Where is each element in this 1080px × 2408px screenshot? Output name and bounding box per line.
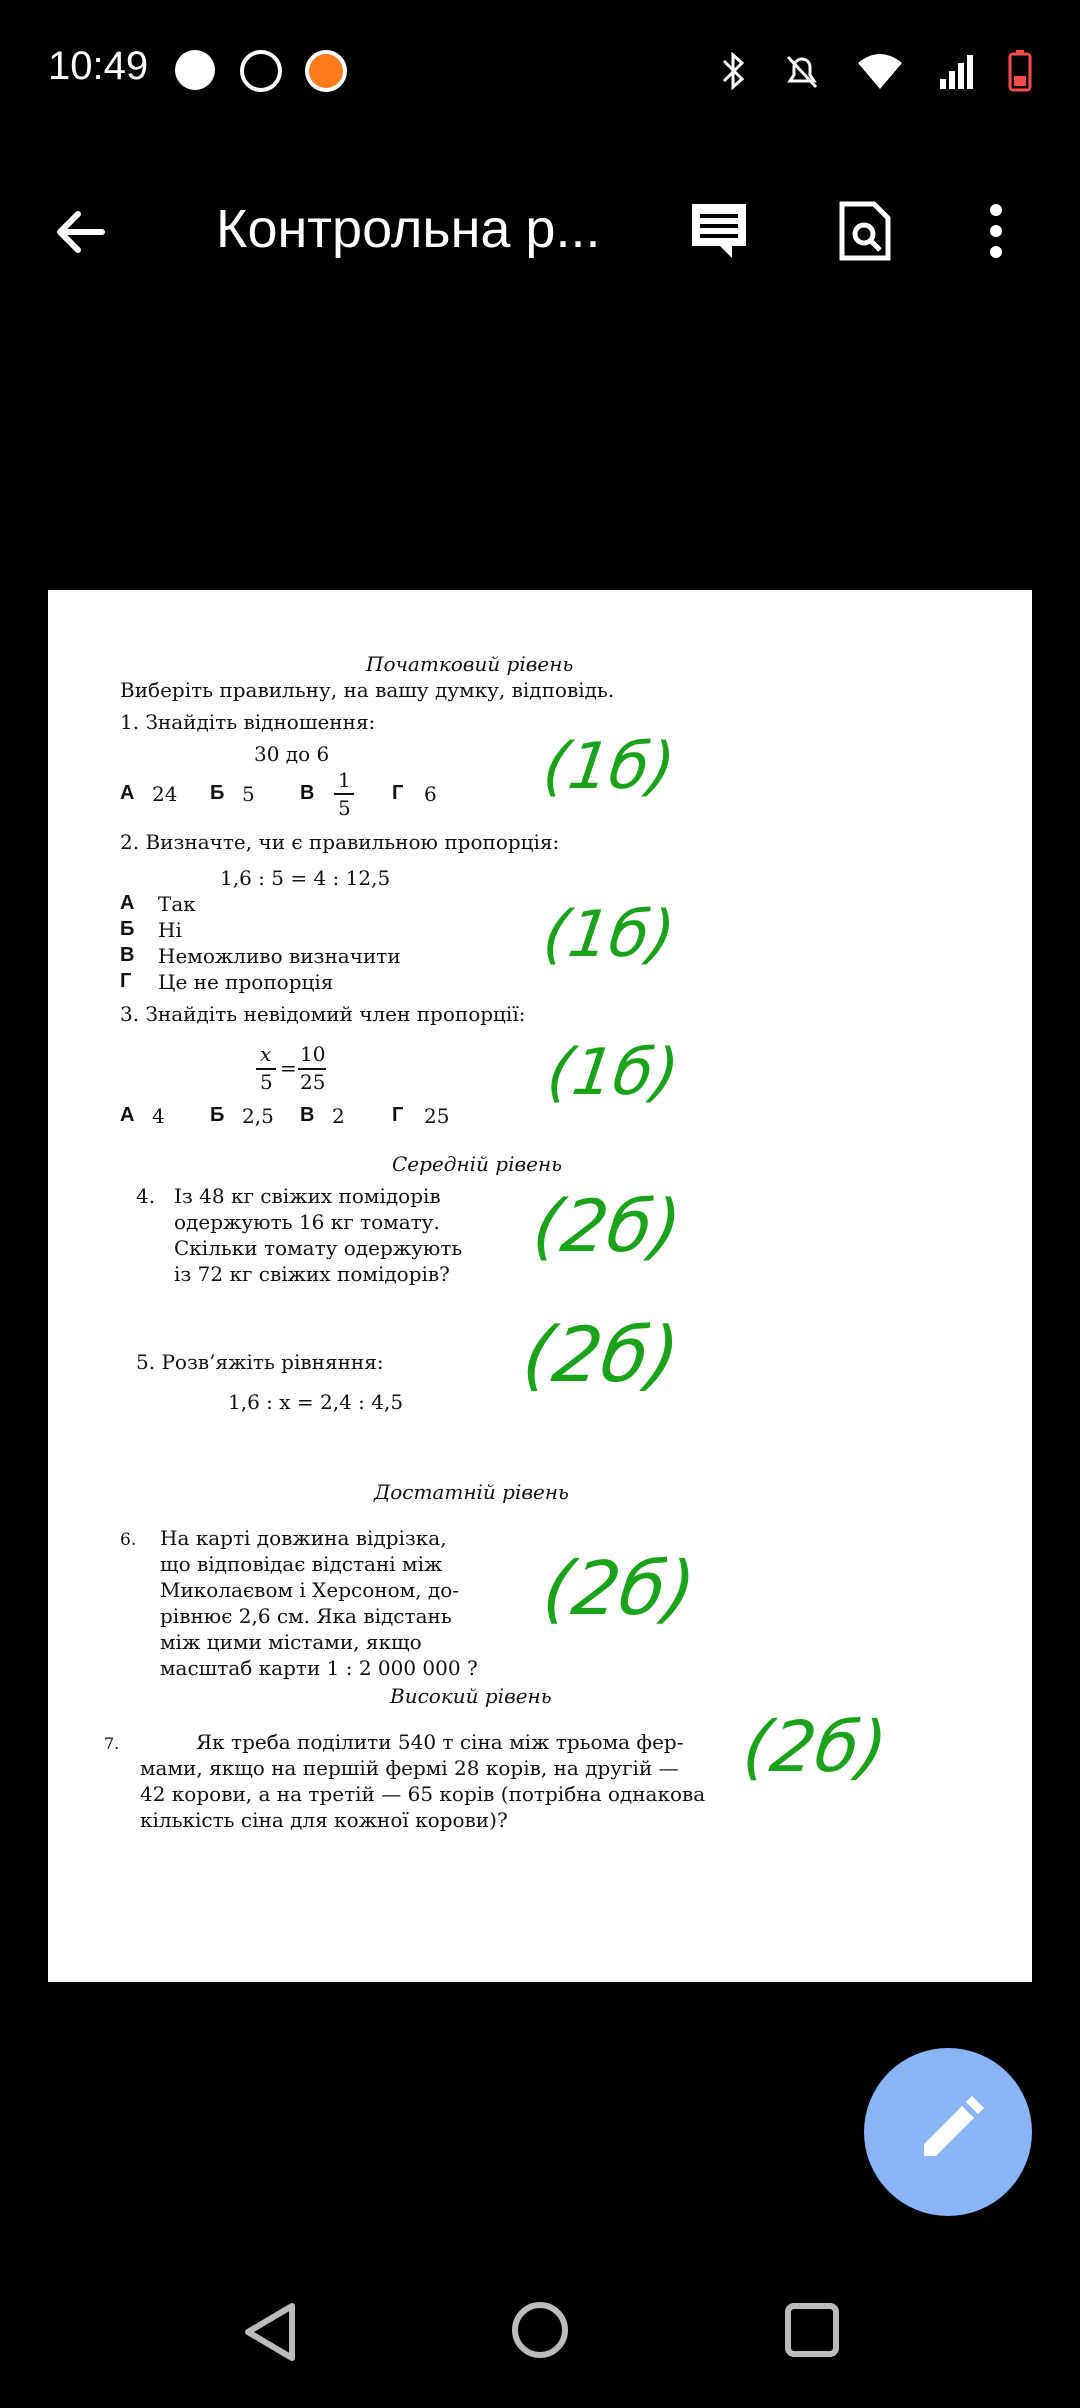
question-6-line: між цими містами, якщо	[160, 1630, 422, 1654]
nav-home-icon[interactable]	[510, 2300, 570, 2360]
q1-option-letter: А	[120, 782, 135, 804]
q1-option-value: 24	[152, 782, 178, 806]
question-2: 2. Визначте, чи є правильною пропорція:	[120, 830, 560, 854]
question-6-line: масштаб карти 1 : 2 000 000 ?	[160, 1656, 478, 1680]
app-icon	[305, 50, 347, 92]
question-4-number: 4.	[136, 1184, 156, 1208]
viber-icon	[240, 50, 282, 92]
question-4-line: Із 48 кг свіжих помідорів	[174, 1184, 441, 1208]
q3-fraction-numerator: x	[260, 1042, 272, 1066]
document-title: Контрольна р...	[216, 199, 601, 259]
comment-icon[interactable]	[688, 200, 750, 262]
section-heading-high: Високий рівень	[390, 1684, 552, 1708]
question-6-number: 6.	[120, 1530, 137, 1550]
q2-option-letter: Г	[120, 970, 132, 992]
app-toolbar	[0, 180, 1080, 280]
q3-option-letter: Г	[392, 1104, 404, 1126]
question-6-line: На карті довжина відрізка,	[160, 1526, 447, 1550]
bluetooth-icon	[718, 51, 748, 91]
question-6-line: Миколаєвом і Херсоном, до-	[160, 1578, 460, 1602]
q2-option-text: Так	[158, 892, 196, 916]
question-7-line: Як треба поділити 540 т сіна між трьома фер-	[196, 1730, 684, 1754]
q3-option-letter: В	[300, 1104, 315, 1126]
question-6-line: що відповідає відстані між	[160, 1552, 443, 1576]
q1-option-letter: Б	[210, 782, 225, 804]
q1-option-value: 5	[242, 782, 255, 806]
edit-button[interactable]	[864, 2048, 1032, 2216]
question-3: 3. Знайдіть невідомий член пропорції:	[120, 1002, 526, 1026]
question-7-line: кількість сіна для кожної корови)?	[140, 1808, 508, 1832]
mute-icon	[782, 51, 822, 91]
q1-option-letter: В	[300, 782, 315, 804]
nav-recents-icon[interactable]	[782, 2300, 842, 2360]
question-7-line: мами, якщо на першій фермі 28 корів, на другій —	[140, 1756, 679, 1780]
notification-icon	[175, 50, 215, 90]
handwritten-score: (1б)	[538, 898, 680, 972]
question-7-line: 42 корови, а на третій — 65 корів (потрібна однакова	[140, 1782, 706, 1806]
handwritten-score: (2б)	[517, 1310, 685, 1399]
q3-option-value: 4	[152, 1104, 165, 1128]
status-bar	[0, 0, 1080, 140]
battery-icon	[1008, 50, 1032, 92]
question-5-expression: 1,6 : x = 2,4 : 4,5	[228, 1390, 404, 1414]
handwritten-score: (2б)	[738, 1706, 893, 1788]
section-heading-initial: Початковий рівень	[366, 652, 574, 676]
pencil-icon	[864, 2048, 1032, 2216]
handwritten-score: (2б)	[528, 1184, 687, 1268]
wifi-icon	[856, 51, 904, 91]
q1-fraction-numerator: 1	[338, 768, 351, 792]
document-page	[48, 590, 1032, 1982]
q3-option-letter: А	[120, 1104, 135, 1126]
system-nav-bar	[0, 2280, 1080, 2380]
handwritten-score: (1б)	[542, 1036, 684, 1110]
q2-option-letter: В	[120, 944, 135, 966]
question-5: 5. Розв’яжіть рівняння:	[136, 1350, 384, 1374]
q2-option-letter: Б	[120, 918, 135, 940]
fraction-bar	[334, 793, 354, 795]
find-in-document-icon[interactable]	[834, 200, 896, 262]
handwritten-score: (2б)	[537, 1546, 701, 1632]
more-options-icon[interactable]	[980, 200, 1012, 262]
q1-option-letter: Г	[392, 782, 404, 804]
section-heading-sufficient: Достатній рівень	[374, 1480, 569, 1504]
q2-option-text: Це не пропорція	[158, 970, 334, 994]
q1-option-value: 6	[424, 782, 437, 806]
back-arrow-icon[interactable]	[50, 202, 110, 262]
question-6-line: рівнює 2,6 см. Яка відстань	[160, 1604, 452, 1628]
q3-equals-sign: =	[280, 1056, 297, 1080]
system-icons	[718, 50, 1032, 92]
question-1: 1. Знайдіть відношення:	[120, 710, 376, 734]
q3-option-value: 2	[332, 1104, 345, 1128]
question-2-expression: 1,6 : 5 = 4 : 12,5	[220, 866, 391, 890]
q2-option-letter: А	[120, 892, 135, 914]
q3-option-letter: Б	[210, 1104, 225, 1126]
section-heading-middle: Середній рівень	[392, 1152, 562, 1176]
signal-icon	[938, 51, 974, 91]
q3-fraction-denominator: 25	[300, 1070, 326, 1094]
question-4-line: одержують 16 кг томату.	[174, 1210, 440, 1234]
status-time: 10:49	[48, 44, 149, 88]
nav-back-icon[interactable]	[240, 2300, 300, 2364]
q3-fraction-numerator: 10	[300, 1042, 326, 1066]
handwritten-score: (1б)	[538, 730, 680, 804]
q3-option-value: 25	[424, 1104, 450, 1128]
q3-fraction-denominator: 5	[260, 1070, 273, 1094]
q3-option-value: 2,5	[242, 1104, 274, 1128]
q1-fraction-denominator: 5	[338, 796, 351, 820]
question-1-expression: 30 до 6	[254, 742, 330, 766]
instruction-text: Виберіть правильну, на вашу думку, відповідь.	[120, 678, 615, 702]
question-4-line: Скільки томату одержують	[174, 1236, 463, 1260]
question-7-number: 7.	[104, 1734, 120, 1753]
q2-option-text: Ні	[158, 918, 182, 942]
question-4-line: із 72 кг свіжих помідорів?	[174, 1262, 450, 1286]
q2-option-text: Неможливо визначити	[158, 944, 401, 968]
